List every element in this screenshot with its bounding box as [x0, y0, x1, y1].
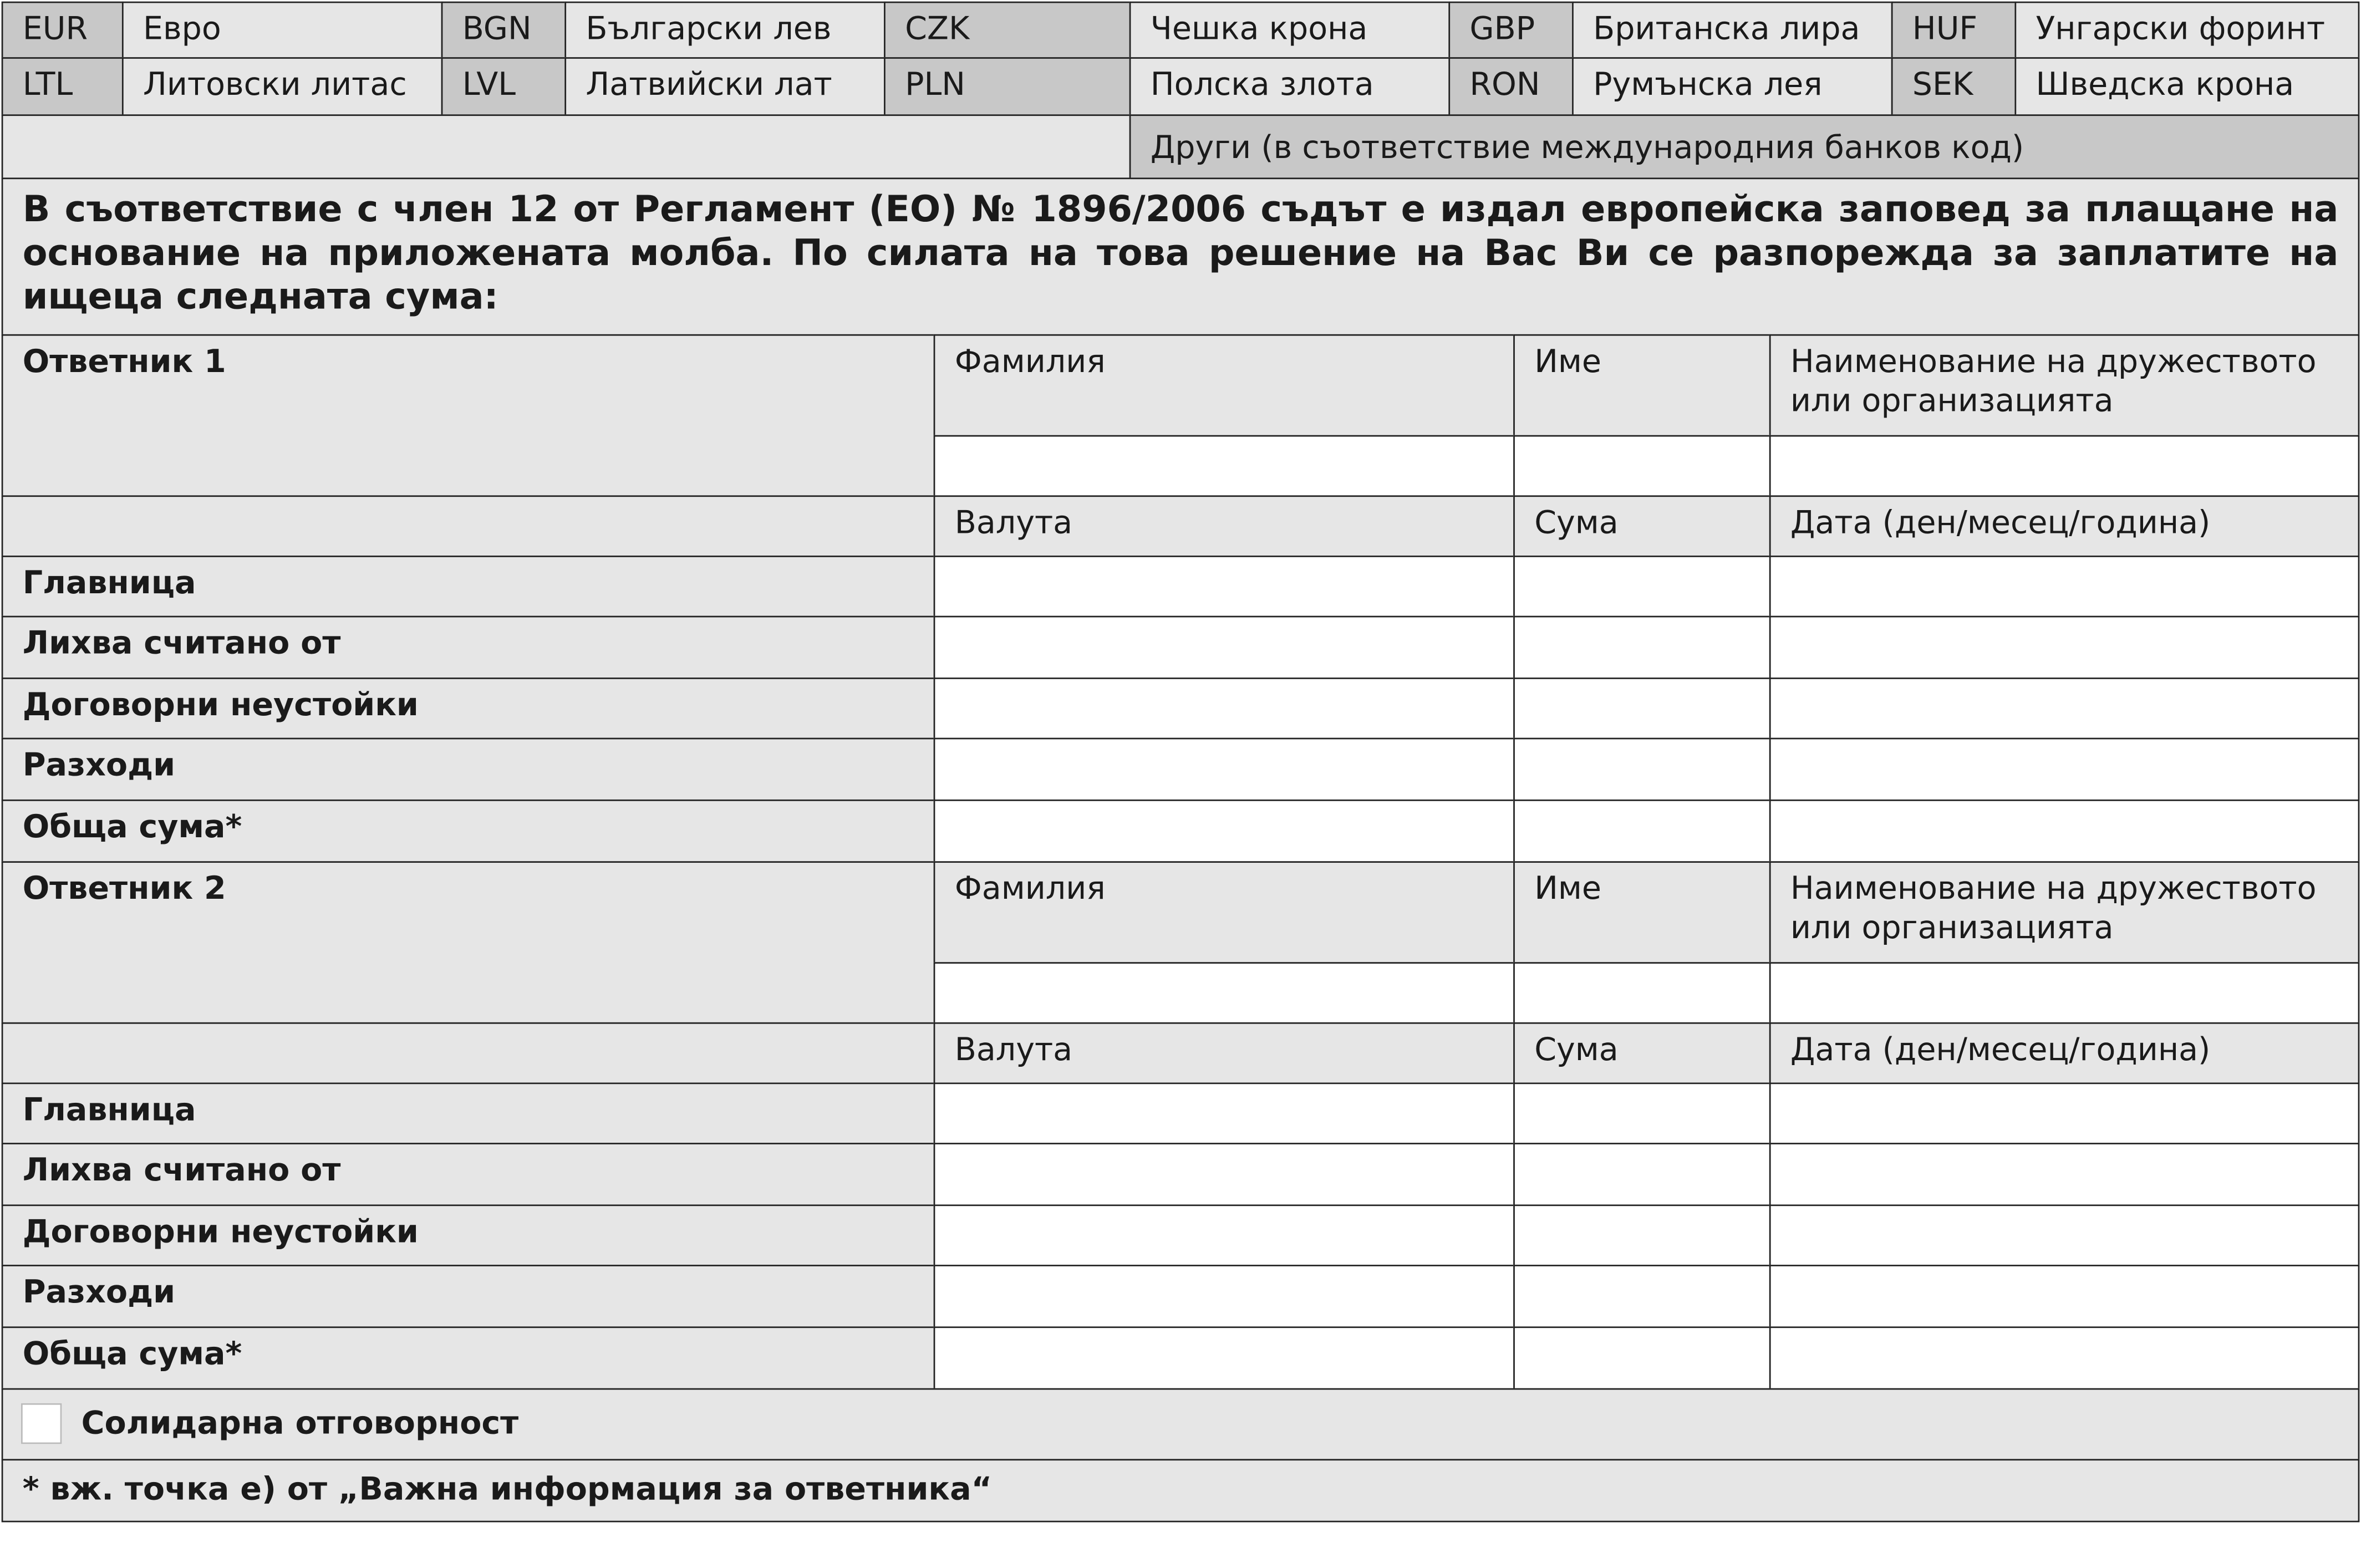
surname-field[interactable] [934, 435, 1515, 497]
currency-code-bgn: BGN [441, 2, 566, 59]
currency-name-lvl: Латвийски лат [564, 57, 885, 116]
currency-code-lvl: LVL [441, 57, 566, 116]
date-field[interactable] [1769, 1326, 2360, 1389]
amount-field[interactable] [1513, 678, 1770, 739]
date-field[interactable] [1769, 1143, 2360, 1206]
currency-header: Валута [934, 1022, 1515, 1084]
surname-header: Фамилия [934, 334, 1515, 437]
footnote: * вж. точка е) от „Важна информация за ответника“ [2, 1459, 2360, 1522]
currency-code-sek: SEK [1891, 57, 2016, 116]
company-name-header: Наименование на дружеството или организацията [1769, 861, 2360, 964]
date-field[interactable] [1769, 738, 2360, 801]
currency-field[interactable] [934, 678, 1515, 739]
amount-header: Сума [1513, 495, 1770, 557]
currency-field[interactable] [934, 556, 1515, 617]
amount-field[interactable] [1513, 1204, 1770, 1266]
currency-name-bgn: Български лев [564, 2, 885, 59]
first-name-field[interactable] [1513, 435, 1770, 497]
currency-code-gbp: GBP [1448, 2, 1573, 59]
date-field[interactable] [1769, 1204, 2360, 1266]
currency-code-eur: EUR [2, 2, 124, 59]
currency-field[interactable] [934, 738, 1515, 801]
currency-field[interactable] [934, 800, 1515, 863]
currency-header: Валута [934, 495, 1515, 557]
currency-name-czk: Чешка крона [1129, 2, 1450, 59]
amount-header: Сума [1513, 1022, 1770, 1084]
amount-header-blank [2, 495, 935, 557]
currency-field[interactable] [934, 1326, 1515, 1389]
row-label-costs: Разходи [2, 1265, 935, 1328]
first-name-header: Име [1513, 334, 1770, 437]
currency-name-gbp: Британска лира [1572, 2, 1892, 59]
company-name-header: Наименование на дружеството или организацията [1769, 334, 2360, 437]
amount-field[interactable] [1513, 1326, 1770, 1389]
row-label-total: Обща сума* [2, 1326, 935, 1389]
first-name-field[interactable] [1513, 962, 1770, 1024]
date-field[interactable] [1769, 1265, 2360, 1328]
defendant-2-label: Ответник 2 [2, 861, 935, 1024]
currency-other-label: Други (в съответствие международния банков код) [1129, 114, 2360, 179]
defendant-1-label: Ответник 1 [2, 334, 935, 497]
company-name-field[interactable] [1769, 435, 2360, 497]
amount-header-blank [2, 1022, 935, 1084]
currency-name-eur: Евро [122, 2, 442, 59]
amount-field[interactable] [1513, 1083, 1770, 1144]
date-header: Дата (ден/месец/година) [1769, 1022, 2360, 1084]
currency-other-blank [2, 114, 1131, 179]
row-label-interest: Лихва считано от [2, 616, 935, 679]
currency-field[interactable] [934, 1204, 1515, 1266]
amount-field[interactable] [1513, 616, 1770, 679]
amount-field[interactable] [1513, 800, 1770, 863]
currency-code-huf: HUF [1891, 2, 2016, 59]
currency-field[interactable] [934, 616, 1515, 679]
row-label-principal: Главница [2, 1083, 935, 1144]
amount-field[interactable] [1513, 1143, 1770, 1206]
first-name-header: Име [1513, 861, 1770, 964]
currency-name-huf: Унгарски форинт [2014, 2, 2359, 59]
joint-liability-checkbox[interactable] [21, 1403, 62, 1444]
row-label-penalties: Договорни неустойки [2, 678, 935, 739]
date-field[interactable] [1769, 556, 2360, 617]
joint-liability-label: Солидарна отговорност [81, 1404, 519, 1441]
currency-field[interactable] [934, 1083, 1515, 1144]
row-label-interest: Лихва считано от [2, 1143, 935, 1206]
currency-name-ron: Румънска лея [1572, 57, 1892, 116]
currency-code-ltl: LTL [2, 57, 124, 116]
order-statement: В съответствие с член 12 от Регламент (ЕО) № 1896/2006 съдът е издал европейска заповед за плащане на основание на приложената молба. По силата на това решение на Вас Ви се разпорежда за заплатите на ищеца следната сума: [2, 177, 2360, 335]
currency-name-ltl: Литовски литас [122, 57, 442, 116]
surname-header: Фамилия [934, 861, 1515, 964]
date-field[interactable] [1769, 678, 2360, 739]
currency-name-pln: Полска злота [1129, 57, 1450, 116]
row-label-penalties: Договорни неустойки [2, 1204, 935, 1266]
joint-liability-row [2, 1388, 2360, 1460]
company-name-field[interactable] [1769, 962, 2360, 1024]
row-label-principal: Главница [2, 556, 935, 617]
currency-code-czk: CZK [884, 2, 1131, 59]
amount-field[interactable] [1513, 738, 1770, 801]
date-header: Дата (ден/месец/година) [1769, 495, 2360, 557]
row-label-costs: Разходи [2, 738, 935, 801]
currency-code-pln: PLN [884, 57, 1131, 116]
surname-field[interactable] [934, 962, 1515, 1024]
currency-code-ron: RON [1448, 57, 1573, 116]
date-field[interactable] [1769, 616, 2360, 679]
row-label-total: Обща сума* [2, 800, 935, 863]
amount-field[interactable] [1513, 1265, 1770, 1328]
amount-field[interactable] [1513, 556, 1770, 617]
currency-field[interactable] [934, 1143, 1515, 1206]
currency-name-sek: Шведска крона [2014, 57, 2359, 116]
date-field[interactable] [1769, 800, 2360, 863]
date-field[interactable] [1769, 1083, 2360, 1144]
currency-field[interactable] [934, 1265, 1515, 1328]
